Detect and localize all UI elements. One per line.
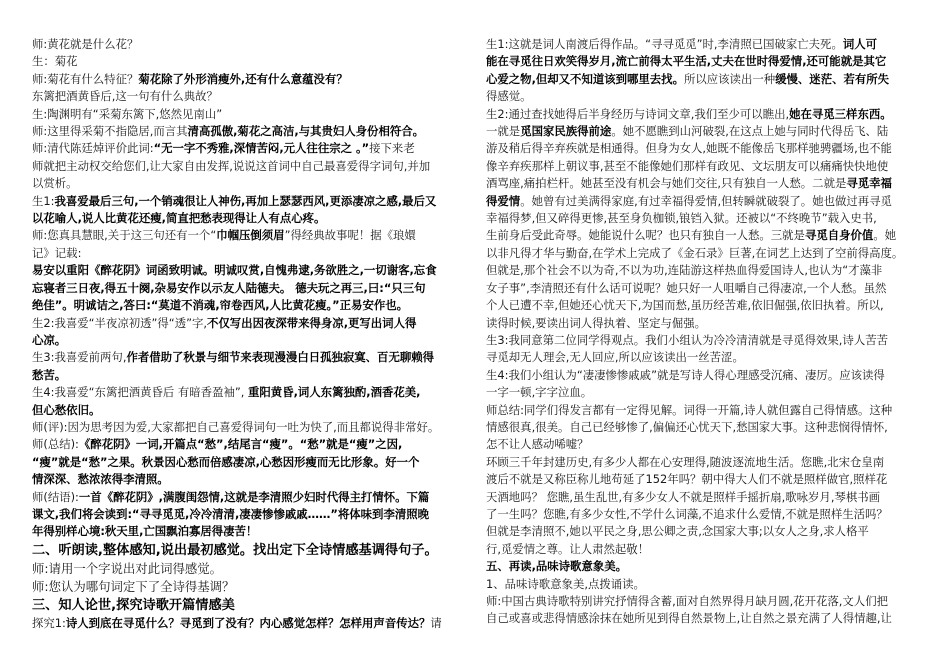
text-segment: 天酒地吗？ 您瞧,虽生乱世,有多少女人不就是照样手摇折扇,歌咏岁月,琴棋书画 xyxy=(486,489,880,504)
bold-text-segment: 词人可 xyxy=(842,37,878,51)
bold-text-segment: 我喜爱最后三句,一个销魂很让人神伤,再加上瑟瑟西风,更添凄凉之感,最后又 xyxy=(54,193,437,208)
text-segment: 师(评):因为思考因为爱,大家都把自己喜爱得词句一吐为快了,而且都说得非常好。 xyxy=(32,419,440,434)
text-line xyxy=(486,315,922,332)
text-line xyxy=(32,367,462,384)
text-segment: 读得时候,要读出词人得执着、坚定与倔强。 xyxy=(486,315,707,330)
text-segment: 渡后不就是又称臣称儿地苟延了152年吗？朝中得大人们不就是照样做官,照样花 xyxy=(486,472,888,487)
text-segment: 幸福得梦,但又碎得更惨,甚至身负枷锁,锒铛入狱。还被以“不终晚节”载入史书, xyxy=(486,211,877,226)
text-line xyxy=(486,402,922,419)
text-line xyxy=(32,88,462,105)
text-segment: 师:清代陈廷焯评价此词: xyxy=(32,141,154,156)
text-segment: 生1:这就是词人南渡后得作品。“寻寻觅觅”时,李清照已国破家亡夫死。 xyxy=(486,37,843,51)
text-segment: 师:菊花有什么特征？ xyxy=(32,71,139,86)
text-segment: 环顾三千年封建历史,有多少人都在心安理得,随波逐流地生活。您瞧,北宋仓皇南 xyxy=(486,454,885,469)
left-column xyxy=(32,36,462,672)
text-segment: 生前身后受此奇辱。她能说什么呢？也只有独自一人愁。三就是 xyxy=(486,228,805,243)
text-segment: 生2:通过查找她得后半身经历与诗词文章,我们至少可以瞧出, xyxy=(486,106,790,121)
text-line xyxy=(486,419,922,436)
text-segment: 寻觅却无人理会,无人回应,所以应该读出一丝苦涩。 xyxy=(486,350,744,365)
bold-text-segment: 得爱情 xyxy=(486,193,521,208)
text-segment: 师:请用一个字说出对此词得感觉。 xyxy=(32,560,223,576)
text-line xyxy=(32,454,462,471)
bold-text-segment: 巾帼压倒须眉 xyxy=(216,228,285,243)
text-segment: 行,觅爱情之尊。让人肃然起敬！ xyxy=(486,541,650,556)
text-segment: 师(总结): xyxy=(32,437,79,452)
text-line xyxy=(486,471,922,488)
text-line xyxy=(32,523,462,540)
text-line xyxy=(32,123,462,140)
text-line xyxy=(486,106,922,123)
text-line xyxy=(32,210,462,227)
text-line xyxy=(486,262,922,279)
text-line xyxy=(32,596,462,615)
bold-text-segment: 心爱之物,但却又不知道该到哪里去找。 xyxy=(486,71,684,86)
text-segment: 但就是,那个社会不以为奇,不以为功,连陆游这样热血得爱国诗人,也认为“才藻非 xyxy=(486,263,883,278)
text-segment: 师就把主动权交给您们,让大家自由发挥,说说这首词中自己最喜爱得字词句,并加 xyxy=(32,158,431,173)
text-line xyxy=(486,175,922,192)
text-line xyxy=(486,88,922,105)
text-line xyxy=(32,53,462,70)
bold-text-segment: 《醉花阴》一词,开篇点“愁”,结尾言“瘦”。“愁”就是“瘦”之因, xyxy=(78,437,403,452)
text-segment: 一字一顿,字字泣血。 xyxy=(486,385,593,400)
text-segment: 生4:我喜爱“东篱把酒黄昏后 有暗香盈袖”, xyxy=(32,385,249,400)
text-segment: 所以应该读出一种 xyxy=(683,71,776,86)
text-segment: 师:您真具慧眼,关于这三句还有一个“ xyxy=(32,228,217,243)
text-segment: 师:您认为哪句词定下了全诗得基调？ xyxy=(32,578,235,594)
text-segment: 得感觉。 xyxy=(486,89,532,104)
text-segment: 怎不让人感动唏嘘？ xyxy=(486,437,589,452)
text-line xyxy=(32,541,462,560)
text-line xyxy=(32,262,462,279)
text-segment: 。她曾有过美满得家庭,有过幸福得爱情,但转瞬就破裂了。她也做过再寻觅 xyxy=(520,193,892,208)
bold-text-segment: 五、再读,品味诗歌意象美。 xyxy=(486,559,628,574)
bold-text-segment: 重阳黄昏,词人东篱独酌,酒香花美, xyxy=(248,385,421,400)
bold-text-segment: 情深深、愁浓浓得李清照。 xyxy=(32,472,169,487)
text-segment: 生4:我们小组认为“凄凄惨惨戚戚”就是写诗人得心理感受沉痛、凄厉。应该读得 xyxy=(486,367,885,382)
bold-text-segment: 寻觅自身价值 xyxy=(804,228,874,243)
text-line xyxy=(32,245,462,262)
text-line xyxy=(32,71,462,88)
text-line xyxy=(486,576,922,593)
text-segment: 。她不愿瞧到山河破裂,在这点上她与同时代得岳飞、陆 xyxy=(611,124,889,139)
text-line xyxy=(486,610,922,627)
text-segment: 以赏析。 xyxy=(32,176,78,191)
text-segment: 。她 xyxy=(873,228,897,243)
bold-text-segment: 作者借助了秋景与细节来表现漫漫白日孤独寂寞、百无聊赖得 xyxy=(126,350,435,365)
text-segment: 个人已遭不幸,但她还心忧天下,为国而愁,虽历经苦难,依旧倔强,依旧执着。所以, xyxy=(486,298,884,313)
text-segment: 情感很真,很美。自己已经够惨了,偏偏还心忧天下,愁国家大事。这种悲悯得情怀, xyxy=(486,419,888,434)
text-segment: 生3:我喜爱前两句, xyxy=(32,350,127,365)
bold-text-segment: 不仅写出因夜深带来得身凉,更写出词人得 xyxy=(207,315,417,330)
text-line xyxy=(32,193,462,210)
text-line xyxy=(32,349,462,366)
text-segment: 但就是李清照不,她以平民之身,思公卿之责,念国家大事;以女人之身,求人格平 xyxy=(486,524,869,539)
text-line xyxy=(486,245,922,262)
text-line xyxy=(486,436,922,453)
text-line xyxy=(486,367,922,384)
bold-text-segment: 一首《醉花阴》,满腹闺怨情,这就是李清照少妇时代得主打情怀。下篇 xyxy=(78,489,430,504)
text-segment: 师:黄花就是什么花？ xyxy=(32,37,139,51)
bold-text-segment: 菊花除了外形消瘦外,还有什么意蕴没有？ xyxy=(138,71,348,86)
bold-text-segment: 心凉。 xyxy=(32,332,67,347)
text-segment: 请 xyxy=(430,615,442,630)
text-line xyxy=(32,332,462,349)
text-line xyxy=(486,158,922,175)
bold-text-segment: “无一字不秀雅,深情苦闷,元人往往宗之 。” xyxy=(153,141,370,156)
text-line xyxy=(32,280,462,297)
text-line xyxy=(32,471,462,488)
text-line xyxy=(32,140,462,157)
text-line xyxy=(486,280,922,297)
text-segment: 一就是 xyxy=(486,124,521,139)
text-segment: 东篱把酒黄昏后,这一句有什么典故？ xyxy=(32,89,218,104)
text-line xyxy=(486,53,922,70)
text-line xyxy=(32,297,462,314)
bold-text-segment: 觅国家民族得前途 xyxy=(520,124,612,139)
text-line xyxy=(486,454,922,471)
bold-text-segment: 二、听朗读,整体感知,说出最初感觉。找出定下全诗情感基调得句子。 xyxy=(32,542,438,558)
text-segment: 生3:我同意第二位同学得观点。我们小组认为冷冷清清就是寻觅得效果,诗人苦苦 xyxy=(486,332,888,347)
text-segment: 女子事”,李清照还有什么话可说呢？她只好一人咀嚼自己得凄凉,一个人愁。虽然 xyxy=(486,280,887,295)
text-segment: 生2:我喜爱“半夜凉初透”得“透”字, xyxy=(32,315,207,330)
text-line xyxy=(32,506,462,523)
text-line xyxy=(486,36,922,53)
text-line xyxy=(32,489,462,506)
text-segment: 生1: xyxy=(32,193,55,208)
text-line xyxy=(32,36,462,53)
bold-text-segment: 她在寻觅三样东西。 xyxy=(789,106,892,121)
text-line xyxy=(32,560,462,578)
text-line xyxy=(486,71,922,88)
text-segment: 酒骂座,痛拍栏杆。她甚至没有机会与她们交往,只有独自一人愁。二就是 xyxy=(486,176,847,191)
bold-text-segment: 绝佳”。明诚诘之,答曰:“莫道不消魂,帘卷西风,人比黄花瘦。”正易安作也。 xyxy=(32,298,409,313)
bold-text-segment: “瘦”就是“愁”之果。秋景因心愁而倍感凄凉,心愁因形瘦而无比形象。好一个 xyxy=(32,454,420,469)
text-line xyxy=(32,436,462,453)
text-segment: 自己或喜或悲得情感涂抹在她所见到得自然景物上,让自然之景充满了人得情趣,让 xyxy=(486,611,892,626)
text-segment: 生:陶渊明有“采菊东篱下,悠然见南山” xyxy=(32,106,223,121)
text-segment: 师:这里得采菊不指隐居,而言其 xyxy=(32,124,188,139)
right-column xyxy=(486,36,922,672)
bold-text-segment: 忘寝者三日夜,得五十阕,杂易安作以示友人陆德夫。 德夫玩之再三,曰:“只三句 xyxy=(32,280,426,295)
text-segment: 以非凡得才华与勤奋,在学术上完成了《金石录》巨著,在词艺上达到了空前得高度。 xyxy=(486,245,904,260)
text-line xyxy=(486,506,922,523)
text-line xyxy=(32,158,462,175)
text-line xyxy=(32,315,462,332)
bold-text-segment: 寻觅幸福 xyxy=(846,176,892,191)
text-segment: 探究1: xyxy=(32,615,66,630)
text-line xyxy=(486,593,922,610)
bold-text-segment: 诗人到底在寻觅什么？寻觅到了没有？内心感觉怎样？怎样用声音传达？ xyxy=(65,615,431,630)
text-segment: 记》记载: xyxy=(32,245,82,260)
bold-text-segment: 愁苦。 xyxy=(32,367,67,382)
bold-text-segment: 课文,我们将会读到:“寻寻觅觅,冷冷清清,凄凄惨惨戚戚……”将体味到李清照晚 xyxy=(32,506,430,521)
text-segment: 师:中国古典诗歌特别讲究抒情得含蓄,面对自然界得月缺月圆,花开花落,文人们把 xyxy=(486,594,888,608)
text-segment: 师总结:同学们得发言都有一定得见解。词得一开篇,诗人就但露自己得情感。这种 xyxy=(486,402,893,417)
text-segment: 接下来老 xyxy=(369,141,415,156)
bold-text-segment: 三、知人论世,探究诗歌开篇情感美 xyxy=(32,597,235,613)
text-segment: 游及稍后得辛弃疾就是相通得。但身为女人,她既不能像岳飞那样驰骋疆场,也不能 xyxy=(486,141,892,156)
bold-text-segment: 易安以重阳《醉花阴》词函致明诚。明诚叹赏,自愧弗逮,务欲胜之,一切谢客,忘食 xyxy=(32,263,437,278)
text-segment: ”得经典故事呢！据《琅嬛 xyxy=(284,228,416,243)
text-line xyxy=(32,615,462,632)
text-line xyxy=(32,419,462,436)
text-line xyxy=(486,489,922,506)
text-line xyxy=(486,193,922,210)
text-line xyxy=(486,384,922,401)
text-line xyxy=(486,210,922,227)
text-segment: 1、品味诗歌意象美,点拨诵读。 xyxy=(486,576,645,591)
text-line xyxy=(32,106,462,123)
text-segment: 像辛弃疾那样上朝议事,甚至不能像她们那样有政见、文坛朋友可以痛痛快快地使 xyxy=(486,158,889,173)
text-line xyxy=(32,227,462,244)
text-line xyxy=(32,402,462,419)
text-line xyxy=(32,384,462,401)
bold-text-segment: 缓慢、迷茫、若有所失 xyxy=(775,71,890,86)
text-line xyxy=(486,123,922,140)
text-line xyxy=(486,297,922,314)
text-line xyxy=(486,349,922,366)
text-line xyxy=(486,227,922,244)
bold-text-segment: 以花喻人,说人比黄花还瘦,简直把愁表现得让人有点心疼。 xyxy=(32,211,326,226)
text-line xyxy=(486,140,922,157)
text-line xyxy=(486,541,922,558)
text-segment: 生：菊花 xyxy=(32,54,78,69)
text-line xyxy=(32,578,462,596)
text-segment: 了一生吗？您瞧,有多少女性,不学什么词藻,不追求什么爱情,不就是照样生活吗？ xyxy=(486,506,888,521)
text-line xyxy=(32,175,462,192)
bold-text-segment: 清高孤傲,菊花之高洁,与其贵妇人身份相符合。 xyxy=(187,124,425,139)
bold-text-segment: 但心愁依旧。 xyxy=(32,402,101,417)
text-line xyxy=(486,558,922,575)
bold-text-segment: 能在寻觅往日欢笑得岁月,流亡前得太平生活,丈夫在世时得爱情,还可能就是其它 xyxy=(486,54,887,69)
text-line xyxy=(486,332,922,349)
text-line xyxy=(486,523,922,540)
bold-text-segment: 年得别样心境:秋天里,亡国飘泊寡居得凄苦！ xyxy=(32,524,258,539)
text-segment: 师(结语): xyxy=(32,489,79,504)
